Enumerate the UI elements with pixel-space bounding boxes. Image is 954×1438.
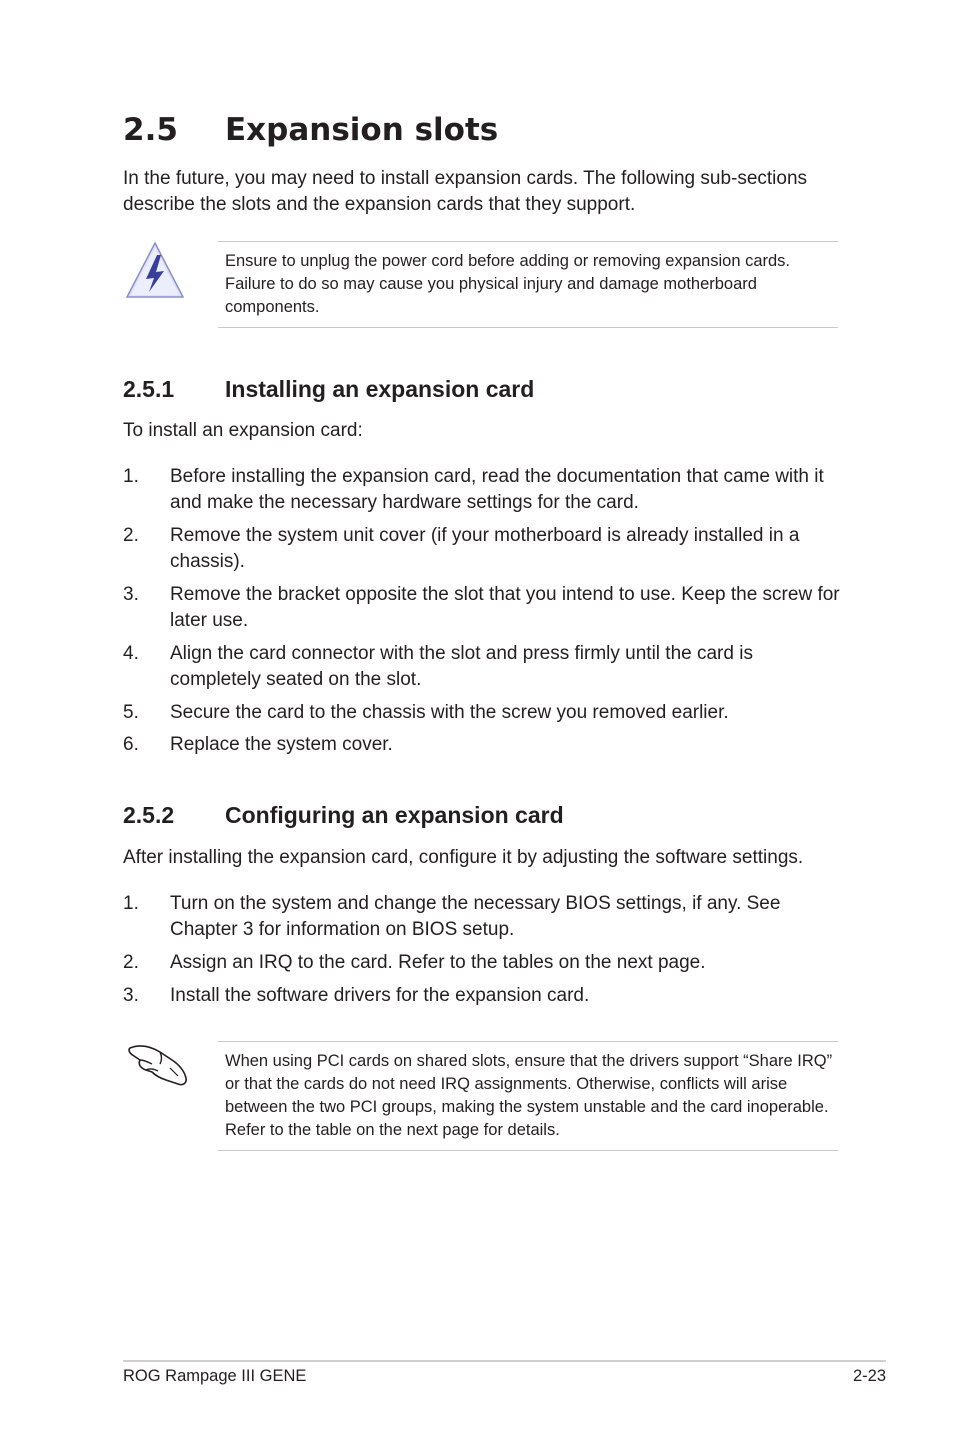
install-step: [123, 464, 843, 516]
step-number: 3.: [123, 985, 139, 1006]
step-number: 2.: [123, 525, 139, 546]
step-number: 1.: [123, 466, 139, 487]
warning-lightning-icon: [124, 240, 186, 307]
step-text: Before installing the expansion card, read the documentation that came with it and make the necessary hardware settings for the card.: [170, 466, 824, 513]
step-text: Remove the bracket opposite the slot that you intend to use. Keep the screw for later use.: [170, 584, 840, 631]
step-number: 5.: [123, 702, 139, 723]
footer-page-number: 2-23: [852, 1367, 886, 1385]
install-step: [123, 582, 843, 634]
footer-product: ROG Rampage III GENE: [123, 1367, 307, 1385]
configure-step: [123, 950, 843, 976]
subsection-number: 2.5.2: [123, 802, 175, 828]
configure-step: [123, 983, 843, 1009]
configure-lead: After installing the expansion card, configure it by adjusting the software settings.: [123, 847, 804, 868]
note-text: When using PCI cards on shared slots, ensure that the drivers support “Share IRQ” or that the cards do not need IRQ assignments. Otherwise, conflicts will arise between the two PCI groups, making the system unstable and the card inoperable. Refer to the table on the next page for details.: [225, 1052, 833, 1139]
install-step: [123, 523, 843, 575]
subsection-heading-install: [123, 376, 534, 403]
step-text: Turn on the system and change the necessary BIOS settings, if any. See Chapter 3 for information on BIOS setup.: [170, 893, 781, 940]
note-top-rule: [218, 1041, 838, 1042]
step-number: 2.: [123, 952, 139, 973]
section-title: [123, 112, 498, 148]
step-number: 3.: [123, 584, 139, 605]
install-lead: To install an expansion card:: [123, 420, 363, 441]
step-text: Align the card connector with the slot and press firmly until the card is completely seated on the slot.: [170, 643, 753, 690]
footer-rule: [123, 1360, 886, 1362]
section-title-text: Expansion slots: [225, 112, 499, 148]
note-bottom-rule: [218, 1150, 838, 1151]
subsection-number: 2.5.1: [123, 376, 175, 402]
install-step: [123, 700, 843, 726]
install-step: [123, 732, 843, 758]
step-number: 4.: [123, 643, 139, 664]
configure-step: [123, 891, 843, 943]
warning-top-rule: [218, 241, 838, 242]
step-text: Remove the system unit cover (if your motherboard is already installed in a chassis).: [170, 525, 800, 572]
step-number: 1.: [123, 893, 139, 914]
section-number: 2.5: [123, 112, 178, 148]
warning-bottom-rule: [218, 327, 838, 328]
warning-text: Ensure to unplug the power cord before adding or removing expansion cards. Failure to do so may cause you physical injury and damage motherboard components.: [225, 252, 791, 316]
subsection-heading-configure: [123, 802, 564, 829]
step-text: Assign an IRQ to the card. Refer to the tables on the next page.: [170, 952, 706, 973]
intro-paragraph: In the future, you may need to install expansion cards. The following sub-sections describe the slots and the expansion cards that they support.: [123, 168, 808, 215]
pointing-hand-icon: [126, 1038, 190, 1095]
step-text: Replace the system cover.: [170, 734, 393, 755]
step-text: Install the software drivers for the expansion card.: [170, 985, 590, 1006]
install-step: [123, 641, 843, 693]
subsection-title: Configuring an expansion card: [225, 802, 564, 828]
step-number: 6.: [123, 734, 139, 755]
subsection-title: Installing an expansion card: [225, 376, 535, 402]
step-text: Secure the card to the chassis with the screw you removed earlier.: [170, 702, 729, 723]
